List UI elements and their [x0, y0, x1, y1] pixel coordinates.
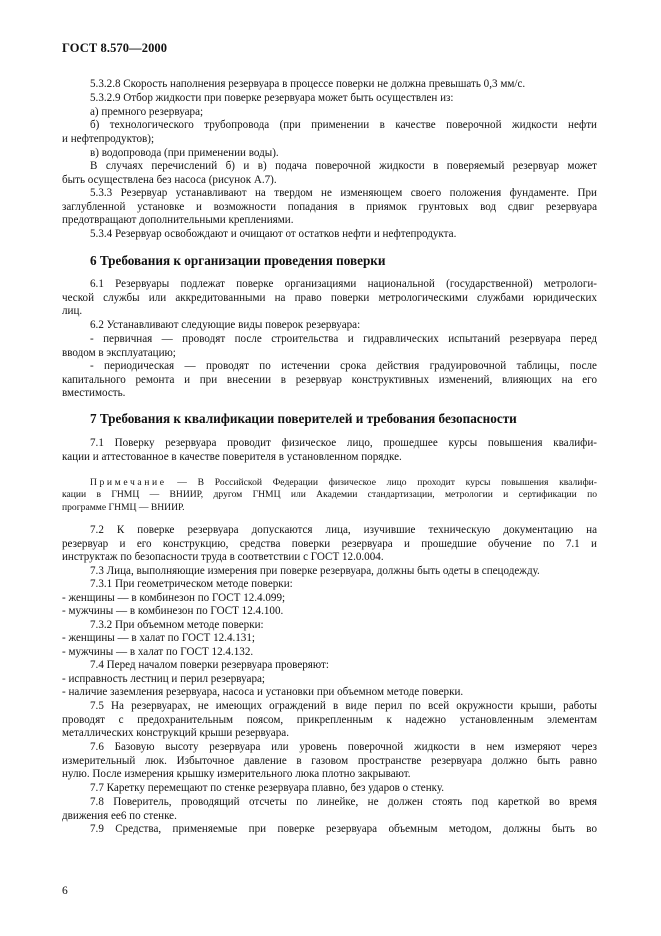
- paragraph: - периодическая — проводят по истечении срока действия градуировочной таблицы, после капитального ремонта и при внесении в резервуар конструктивных изменений, влияющих на его вместимость.: [62, 360, 597, 400]
- section-heading-7: 7 Требования к квалификации поверителей и требования безопасности: [90, 411, 517, 426]
- paragraph: б) технологического трубопровода (при применении в качестве поверочной жидкости нефти и нефтепродуктов);: [62, 119, 597, 145]
- paragraph: 7.9 Средства, применяемые при поверке резервуара объемным методом, должны быть во: [90, 823, 597, 835]
- text-line: в) водопровода (при применении воды).: [90, 147, 279, 159]
- list-item: - мужчины — в комбинезон по ГОСТ 12.4.100.: [62, 605, 284, 617]
- text-line: 7.7 Каретку перемещают по стенке резервуара плавно, без ударов о стенку.: [90, 782, 445, 794]
- text-line: 6.2 Устанавливают следующие виды поверок резервуара:: [90, 319, 361, 331]
- paragraph: 7.1 Поверку резервуара проводит физическое лицо, прошедшее курсы повышения квалифи- кации и аттестованное в качестве поверителя в установленном порядке.: [62, 437, 597, 463]
- note: Примечание — В Российской Федерации физическое лицо проходит курсы повышения квалифи- кации в ГНМЦ — ВНИИР, другом ГНМЦ или Академии стандартизации, метрологии и сертификации по программе ГНМЦ — ВНИИР.: [62, 477, 597, 513]
- paragraph: 7.2 К поверке резервуара допускаются лица, изучившие техническую документацию на резервуар и его конструкцию, средства поверки резервуара и прошедшие обучение по 7.1 и инструктаж по безопасности труда в соответствии с ГОСТ 12.0.004.: [62, 524, 597, 564]
- text-line: а) премного резервуара;: [90, 106, 204, 118]
- section-heading-6: 6 Требования к организации проведения поверки: [90, 253, 386, 268]
- page-number: 6: [62, 885, 68, 897]
- document-header: ГОСТ 8.570—2000: [62, 41, 168, 55]
- list-item: - женщины — в комбинезон по ГОСТ 12.4.099;: [62, 592, 286, 604]
- text-line: 5.3.2.8 Скорость наполнения резервуара в процессе поверки не должна превышать 0,3 мм/с.: [90, 78, 526, 90]
- list-item: - мужчины — в халат по ГОСТ 12.4.132.: [62, 646, 254, 658]
- text-line: 7.3.1 При геометрическом методе поверки:: [90, 578, 293, 590]
- text-line: 5.3.4 Резервуар освобождают и очищают от остатков нефти и нефтепродукта.: [90, 228, 457, 240]
- text-line: 7.3 Лица, выполняющие измерения при поверке резервуара, должны быть одеты в спецодежду.: [90, 565, 540, 577]
- paragraph: 6.1 Резервуары подлежат поверке организациями национальной (государственной) метрологи- ческой службы или аккредитованными на право поверки метрологическими службами юридических лиц.: [62, 278, 597, 318]
- paragraph: - первичная — проводят после строительства и гидравлических испытаний резервуара перед вводом в эксплуатацию;: [62, 333, 597, 359]
- paragraph: 5.3.3 Резервуар устанавливают на твердом не изменяющем своего положения фундаменте. При заглубленной установке и возможности попадания в приямок грунтовых вод сдвиг резервуара предотвращают дополнительными креплениями.: [62, 187, 597, 227]
- list-item: - наличие заземления резервуара, насоса и установки при объемном методе поверки.: [62, 686, 464, 698]
- list-item: - женщины — в халат по ГОСТ 12.4.131;: [62, 632, 255, 644]
- note-label: Примечание: [90, 477, 167, 488]
- paragraph: 7.6 Базовую высоту резервуара или уровень поверочной жидкости в нем измеряют через измерительный люк. Избыточное давление в газовом пространстве резервуара должно быть равно нулю. После измерения крышку измерительного люка плотно закрывают.: [62, 741, 597, 781]
- text-line: 7.3.2 При объемном методе поверки:: [90, 619, 264, 631]
- text-line: 5.3.2.9 Отбор жидкости при поверке резервуара может быть осуществлен из:: [90, 92, 454, 104]
- paragraph: 7.5 На резервуарах, не имеющих ограждений в виде перил по всей окружности крыши, работы проводят с предохранительным поясом, прикрепленным к надежно установленным элементам металлических конструкций крыши резервуара.: [62, 700, 597, 740]
- paragraph: В случаях перечислений б) и в) подача поверочной жидкости в поверяемый резервуар может быть осуществлена без насоса (рисунок А.7).: [62, 160, 597, 186]
- paragraph: 7.8 Поверитель, проводящий отсчеты по линейке, не должен стоять под кареткой во время движения ее6 по стенке.: [62, 796, 597, 822]
- text-line: 7.4 Перед началом поверки резервуара проверяют:: [90, 659, 329, 671]
- list-item: - исправность лестниц и перил резервуара;: [62, 673, 265, 685]
